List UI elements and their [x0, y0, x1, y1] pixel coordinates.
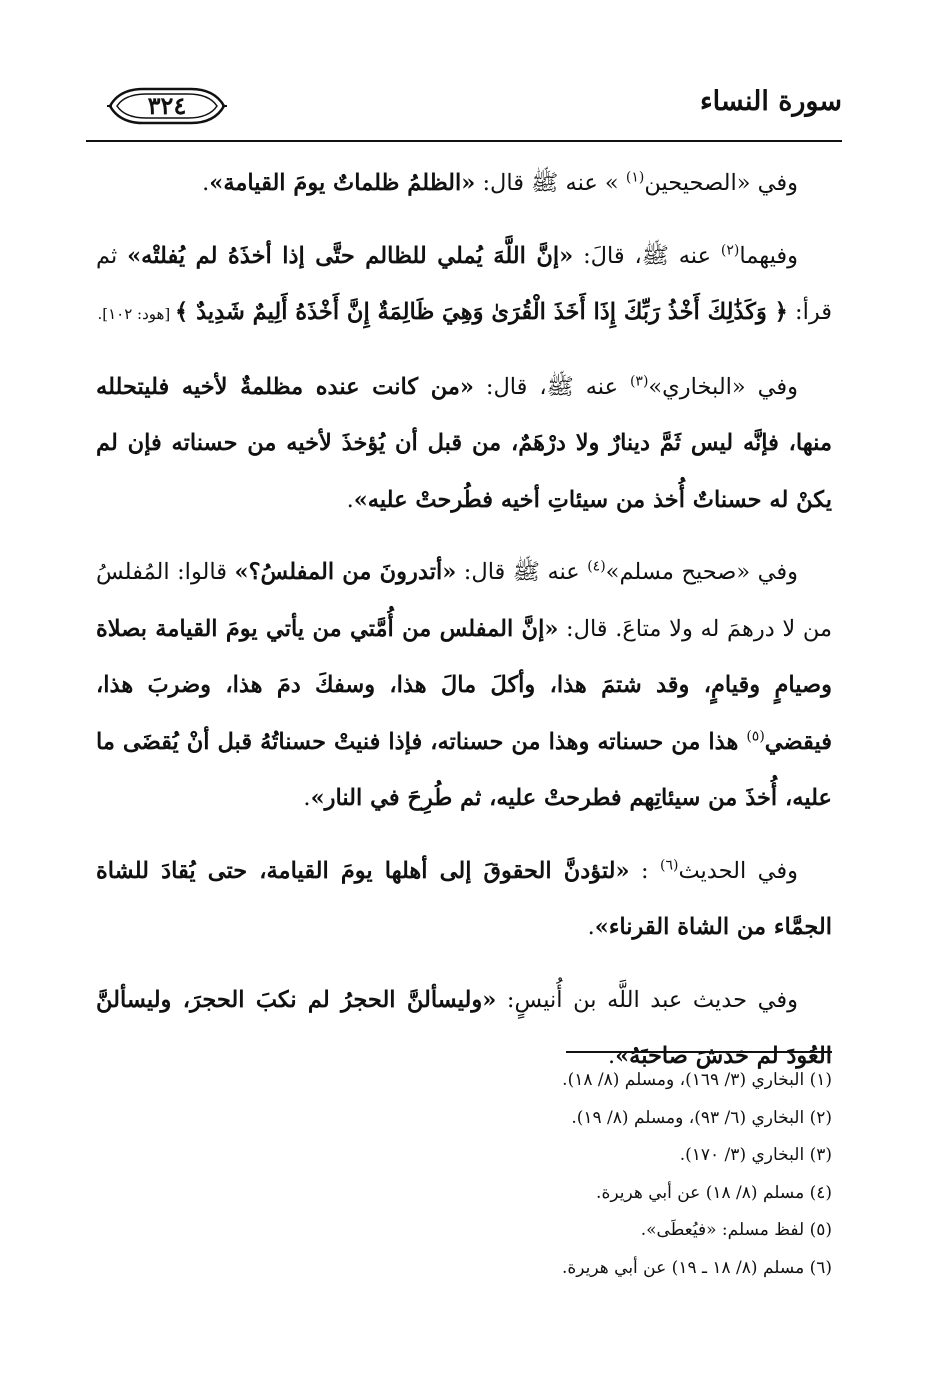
hadith-quote: «الظلمُ ظلماتٌ يومَ القيامة» — [209, 170, 476, 196]
hadith-quote: «إنَّ اللَّهَ يُملي للظالم حتَّى إذا أخذَهُ لم يُفلتْه» — [127, 242, 574, 269]
text: وفي حديث عبد اللَّه بن أُنيسٍ: — [496, 986, 798, 1013]
footnote-marker: (٣) — [629, 373, 649, 389]
text: . — [303, 785, 311, 811]
text: » عنه ﷺ قال: — [475, 170, 626, 196]
hadith-quote: «أتدرونَ من المفلسُ؟» — [234, 559, 457, 585]
footnote-marker: (٤) — [587, 558, 606, 575]
text: وفي «الصحيحين — [644, 170, 798, 196]
hadith-quote: هذا من حسناته وهذا من حسناته، فإذا فنيتْ حسناتُهُ قبل أنْ يُقضَى ما عليه، أُخذَ من سيئاتِهم فطرحتْ عليه، ثم طُرِحَ في النار» — [96, 728, 832, 811]
paragraph-1 — [96, 155, 832, 212]
text: عنه ﷺ، قال: — [473, 373, 630, 400]
paragraph-2 — [96, 228, 832, 343]
text: وفي «البخاري» — [648, 373, 798, 400]
header-divider — [86, 140, 842, 142]
footnote-item: (٥) لفظ مسلم: «فيُعطَى». — [640, 1220, 832, 1240]
text: عنه ﷺ، قالَ: — [573, 242, 721, 269]
footnote-divider — [566, 1051, 832, 1053]
page-number: ٣٢٤ — [147, 91, 187, 120]
footnote-marker: (٥) — [746, 728, 765, 744]
text: : — [629, 857, 660, 884]
text: . — [607, 1043, 616, 1069]
surah-title: سورة النساء — [699, 86, 842, 117]
paragraph-4 — [96, 544, 832, 827]
text: وفي الحديث — [678, 857, 799, 884]
paragraph-5 — [96, 843, 832, 956]
footnote-item: (٤) مسلم (٨/ ١٨) عن أبي هريرة. — [596, 1182, 832, 1203]
hadith-quote: «لتؤدنَّ الحقوقَ إلى أهلها يومَ القيامة، حتى يُقادَ للشاة الجمَّاء من الشاة القرناء» — [96, 857, 832, 940]
hadith-quote: «من كانت عنده مظلمةٌ لأخيه فليتحلله منها، فإنَّه ليس ثَمَّ دينارٌ ولا درْهَمٌ، من قبل أن يُؤخذَ لأخيه من حسناته فإن لم يكنْ له حسناتٌ أُخذ من سيئاتِ أخيه فطُرحتْ عليه» — [96, 373, 832, 513]
text: ثم قرأ: — [96, 242, 832, 325]
footnote-marker: (١) — [625, 169, 645, 186]
verse-reference: [هود: ١٠٢]. — [97, 305, 176, 323]
footnote-item: (٢) البخاري (٦/ ٩٣)، ومسلم (٨/ ١٩). — [571, 1107, 832, 1128]
main-text — [96, 155, 832, 1101]
page-number-badge — [106, 86, 228, 126]
quran-verse: ﴿ وَكَذَٰلِكَ أَخْذُ رَبِّكَ إِذَا أَخَذَ الْقُرَىٰ وَهِيَ ظَالِمَةٌ إِنَّ أَخْذَهُ أَلِيمٌ شَدِيدٌ ﴾ — [175, 299, 788, 325]
footnote-item: (١) البخاري (٣/ ١٦٩)، ومسلم (٨/ ١٨). — [562, 1070, 832, 1090]
paragraph-3 — [96, 359, 832, 529]
hadith-quote: «إنَّ المفلس من أُمَّتي من يأتي يومَ القيامة بصلاة وصيامٍ وقيامٍ، وقد شتمَ هذا، وأكلَ مالَ هذا، وسفكَ دمَ هذا، وضربَ هذا، فيقضي — [96, 615, 832, 755]
footnote-item: (٦) مسلم (٨/ ١٨ ـ ١٩) عن أبي هريرة. — [561, 1257, 832, 1278]
page-header — [86, 82, 842, 134]
footnotes — [96, 1062, 832, 1287]
text: وفي «صحيح مسلم» — [605, 559, 799, 585]
footnote-marker: (٦) — [659, 857, 679, 873]
text: . — [202, 170, 210, 196]
footnote-item: (٣) البخاري (٣/ ١٧٠). — [679, 1145, 832, 1165]
footnote-marker: (٢) — [720, 242, 740, 258]
text: . — [587, 914, 595, 940]
text: قالوا: المُفلسُ من لا درهمَ له ولا متاعَ. قال: — [96, 559, 832, 642]
text: عنه ﷺ قال: — [456, 559, 588, 585]
text: وفيهما — [739, 242, 798, 269]
hadith-quote: «وليسألنَّ الحجرُ لم نكبَ الحجرَ، وليسألنَّ العُودَ لم خدشَ صاحبَهُ» — [96, 986, 832, 1069]
text: . — [346, 486, 354, 513]
